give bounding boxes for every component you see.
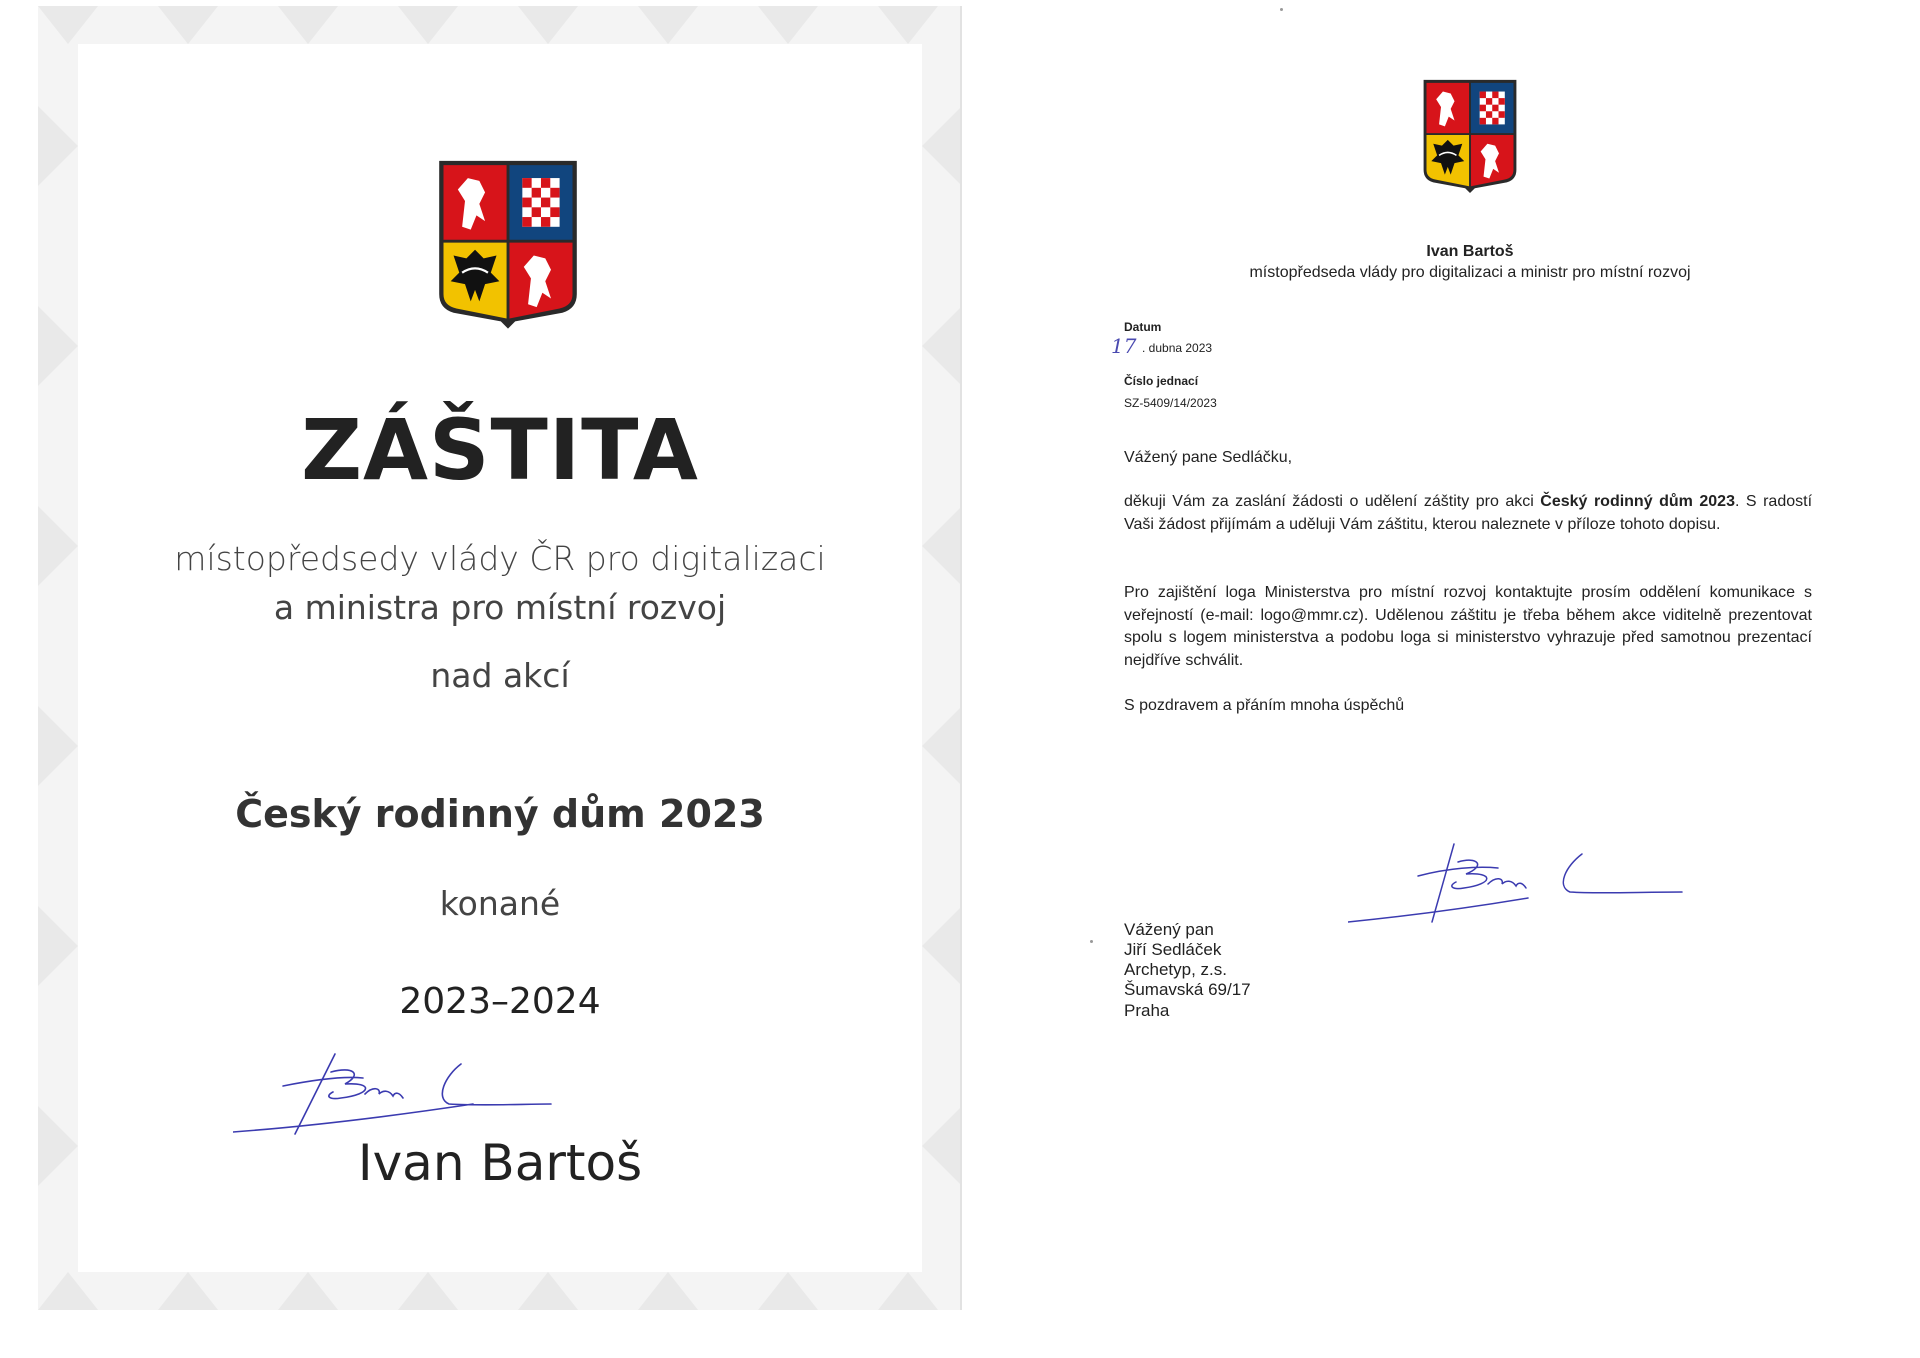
address-line: Archetyp, z.s. — [1124, 960, 1227, 979]
certificate-subtitle-line1: místopředsedy vlády ČR pro digitalizaci — [174, 539, 826, 578]
letter-sender-name: Ivan Bartoš — [1426, 243, 1514, 260]
address-line: Vážený pan — [1124, 920, 1214, 939]
letter-paragraph-2: Pro zajištění loga Ministerstva pro místní rozvoj kontaktujte prosím oddělení komunikace s veřejností (e-mail: logo@mmr.cz). Udělenou záštitu je třeba během akce viditelně prezentovat spolu s logem ministerstva a podobu loga si ministerstvo vyhrazuje před samotnou prezentací nejdříve schválit. — [1124, 584, 1812, 669]
datum-handwritten-day: 17 — [1111, 334, 1137, 358]
cislo-jednaci-value: SZ-5409/14/2023 — [1124, 396, 1217, 410]
scan-speck — [1280, 8, 1283, 11]
certificate-page — [38, 6, 962, 1310]
signature-image — [1348, 840, 1688, 930]
scan-speck — [1090, 940, 1093, 943]
signature-image — [233, 1046, 673, 1136]
letter-greeting: Vážený pane Sedláčku, — [1124, 449, 1293, 466]
certificate-konane: konané — [439, 884, 561, 923]
certificate-subtitle-line2: a ministra pro místní rozvoj — [273, 588, 727, 627]
address-line: Praha — [1124, 1001, 1170, 1020]
datum-label: Datum — [1124, 320, 1162, 334]
paragraph-text: děkuji Vám za zaslání žádosti o udělení záštity pro akci — [1124, 493, 1541, 510]
certificate-event-name: Český rodinný dům 2023 — [235, 792, 765, 836]
address-line: Jiří Sedláček — [1124, 940, 1222, 959]
certificate-years: 2023–2024 — [399, 981, 601, 1022]
datum-value: . dubna 2023 — [1142, 341, 1213, 355]
certificate-nad-akci: nad akcí — [430, 656, 570, 695]
certificate-signer-name: Ivan Bartoš — [357, 1134, 643, 1192]
letter-closing: S pozdravem a přáním mnoha úspěchů — [1124, 697, 1405, 714]
paragraph-text: . S radostí Vaši žádost přijímám a uděluji Vám záštitu, kterou naleznete v příloze tohoto dopisu. — [1124, 493, 1813, 533]
certificate-title: ZÁŠTITA — [301, 401, 699, 499]
address-line: Šumavská 69/17 — [1124, 980, 1251, 999]
letter-sender-role: místopředseda vlády pro digitalizaci a ministr pro místní rozvoj — [1249, 264, 1691, 281]
cislo-jednaci-label: Číslo jednací — [1124, 374, 1199, 388]
coat-of-arms-icon — [1420, 78, 1520, 194]
event-name-bold: Český rodinný dům 2023 — [1540, 493, 1735, 510]
letter-paragraph-1 — [1124, 491, 1812, 536]
coat-of-arms-icon — [436, 158, 580, 330]
